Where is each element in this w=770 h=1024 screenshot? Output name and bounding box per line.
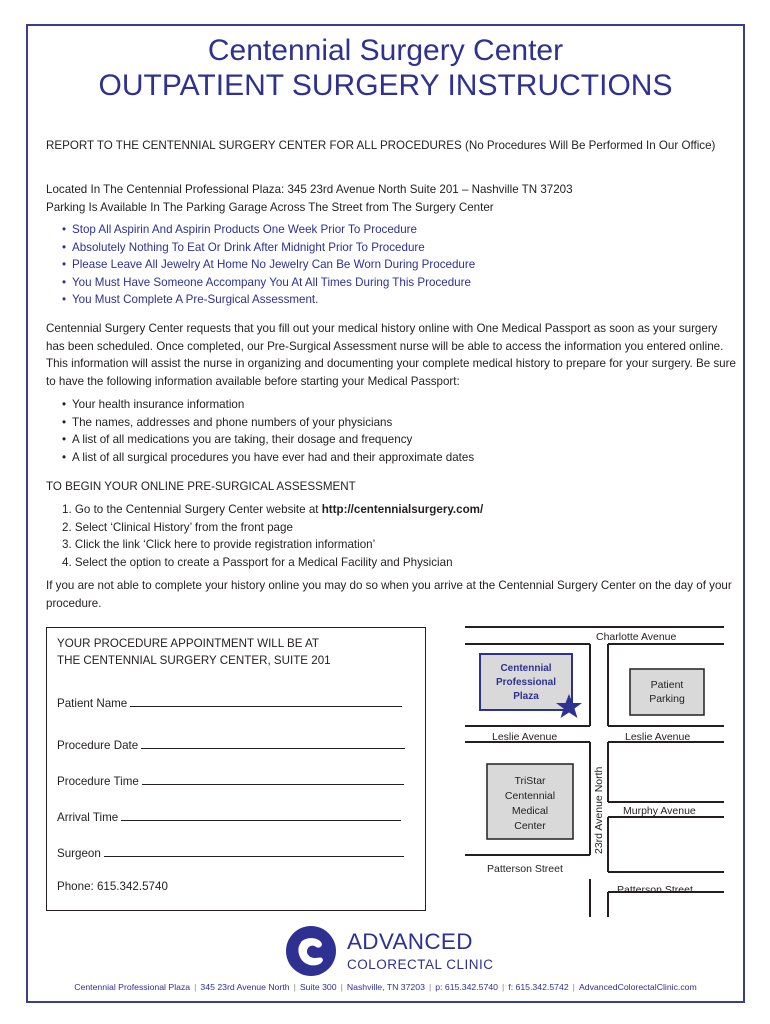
footer-address-plaza: Centennial Professional Plaza bbox=[74, 982, 191, 992]
list-item: • Please Leave All Jewelry At Home No Jewelry Can Be Worn During Procedure bbox=[62, 256, 732, 274]
page-subtitle: OUTPATIENT SURGERY INSTRUCTIONS bbox=[98, 69, 673, 102]
footer-fax: f: 615.342.5742 bbox=[508, 982, 569, 992]
passport-paragraph: Centennial Surgery Center requests that you fill out your medical history online with One Medical Passport as soon as your surgery has been scheduled. Once completed, our Pre-Surgical Assessment nurse will be able to access the information you entered online. This information will assist the nurse in organizing and documenting your complete medical history to prepare for your surgery. Be sure to have the following information available before starting your Medical Passport: bbox=[46, 322, 736, 388]
leslie-avenue-label-right: Leslie Avenue bbox=[625, 731, 691, 743]
surgeon-field[interactable]: Surgeon bbox=[57, 844, 404, 860]
list-item: • You Must Have Someone Accompany You At All Times During This Procedure bbox=[62, 274, 732, 292]
tristar-label-4: Center bbox=[514, 820, 546, 832]
plaza-label-1: Centennial bbox=[500, 663, 552, 674]
footer: Centennial Professional Plaza | 345 23rd Avenue North | Suite 300 | Nashville, TN 37203 | p: 615.342.5740 | f: 615.342.5742 | AdvancedColorectalClinic.com bbox=[74, 982, 697, 992]
website-link[interactable]: http://centennialsurgery.com/ bbox=[321, 503, 484, 516]
report-notice: REPORT TO THE CENTENNIAL SURGERY CENTER FOR ALL PROCEDURES (No Procedures Will Be Performed In Our Office) bbox=[46, 139, 716, 152]
steps-list bbox=[62, 501, 732, 571]
list-item: • Your health insurance information bbox=[62, 396, 732, 414]
location-map bbox=[460, 622, 730, 922]
footer-phone: p: 615.342.5740 bbox=[435, 982, 499, 992]
procedure-date-field[interactable]: Procedure Date bbox=[57, 736, 405, 752]
list-item: • You Must Complete A Pre-Surgical Assessment. bbox=[62, 291, 732, 309]
procedure-time-field[interactable]: Procedure Time bbox=[57, 772, 404, 788]
arrival-time-field[interactable]: Arrival Time bbox=[57, 808, 401, 824]
logo-subtitle: COLORECTAL CLINIC bbox=[347, 957, 494, 972]
logo-name: ADVANCED bbox=[347, 929, 473, 954]
tristar-label-2: Centennial bbox=[504, 790, 556, 802]
murphy-avenue-label: Murphy Avenue bbox=[623, 805, 696, 817]
rules-list bbox=[62, 221, 732, 309]
step-2: 2. Select ‘Clinical History’ from the front page bbox=[62, 520, 293, 534]
page-title: Centennial Surgery Center bbox=[207, 34, 564, 67]
tristar-label-1: TriStar bbox=[514, 775, 546, 787]
clinic-logo bbox=[285, 925, 495, 977]
footer-city: Nashville, TN 37203 bbox=[346, 982, 425, 992]
colon-logo-icon bbox=[285, 925, 337, 977]
leslie-avenue-label-left: Leslie Avenue bbox=[492, 731, 558, 743]
plaza-label-2: Professional bbox=[495, 677, 557, 688]
list-item: • Stop All Aspirin And Aspirin Products One Week Prior To Procedure bbox=[62, 221, 732, 239]
parking-label-2: Parking bbox=[649, 693, 685, 705]
parking-building bbox=[630, 669, 704, 715]
list-item: • A list of all medications you are taking, their dosage and frequency bbox=[62, 431, 732, 449]
appointment-box bbox=[46, 627, 426, 911]
patterson-street-label-right: Patterson Street bbox=[617, 884, 693, 896]
parking-line: Parking Is Available In The Parking Garage Across The Street from The Surgery Center bbox=[46, 201, 494, 214]
list-item: • Absolutely Nothing To Eat Or Drink After Midnight Prior To Procedure bbox=[62, 239, 732, 257]
charlotte-avenue-label: Charlotte Avenue bbox=[596, 631, 677, 643]
info-list bbox=[62, 396, 732, 466]
phone-number: Phone: 615.342.5740 bbox=[57, 880, 168, 893]
footer-address-street: 345 23rd Avenue North bbox=[200, 982, 290, 992]
step-3: 3. Click the link ‘Click here to provide registration information’ bbox=[62, 538, 376, 551]
patterson-street-label-left: Patterson Street bbox=[487, 863, 563, 875]
fallback-note: If you are not able to complete your history online you may do so when you arrive at the Centennial Surgery Center on the day of your procedure. bbox=[46, 579, 732, 610]
step-1: 1. Go to the Centennial Surgery Center website at http://centennialsurgery.com/ bbox=[62, 503, 484, 516]
plaza-label-3: Plaza bbox=[513, 691, 539, 702]
list-item: • The names, addresses and phone numbers of your physicians bbox=[62, 414, 732, 432]
step-4: 4. Select the option to create a Passport for a Medical Facility and Physician bbox=[62, 555, 453, 569]
footer-suite: Suite 300 bbox=[299, 982, 337, 992]
appointment-heading-2: THE CENTENNIAL SURGERY CENTER, SUITE 201 bbox=[57, 654, 331, 667]
23rd-avenue-label: 23rd Avenue North bbox=[593, 766, 605, 854]
tristar-label-3: Medical bbox=[511, 805, 549, 817]
location-line: Located In The Centennial Professional Plaza: 345 23rd Avenue North Suite 201 – Nashville TN 37203 bbox=[46, 183, 573, 196]
footer-website-link[interactable]: AdvancedColorectalClinic.com bbox=[578, 982, 697, 992]
list-item: • A list of all surgical procedures you have ever had and their approximate dates bbox=[62, 449, 732, 467]
patient-name-field[interactable]: Patient Name bbox=[57, 694, 402, 710]
parking-label-1: Patient bbox=[650, 679, 684, 691]
appointment-heading-1: YOUR PROCEDURE APPOINTMENT WILL BE AT bbox=[57, 637, 319, 650]
online-heading: TO BEGIN YOUR ONLINE PRE-SURGICAL ASSESSMENT bbox=[46, 480, 356, 493]
